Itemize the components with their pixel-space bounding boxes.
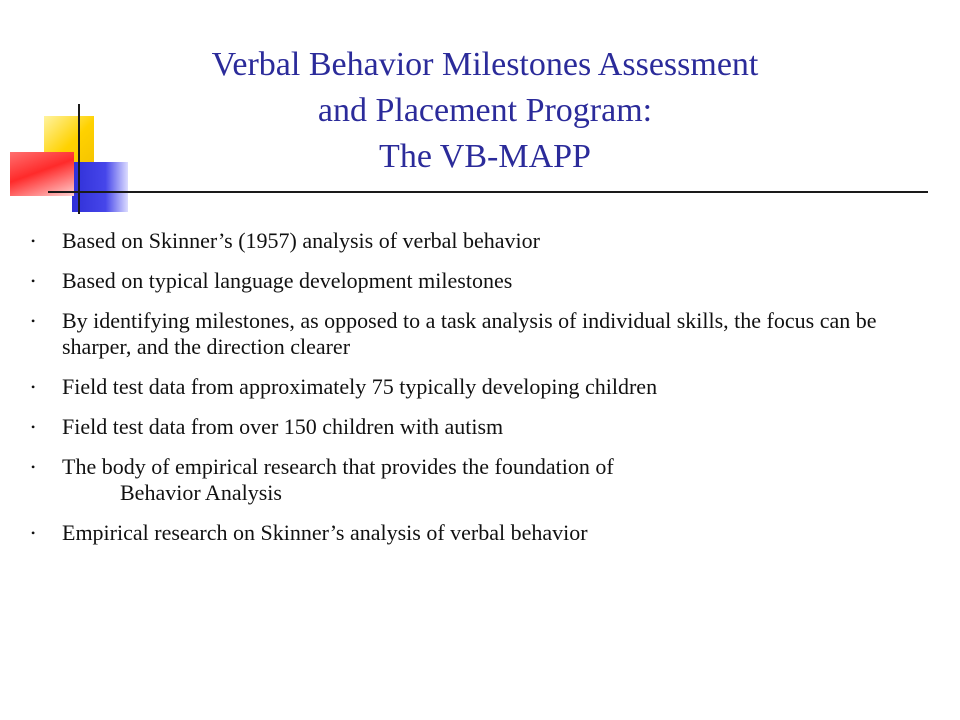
slide-title-line-3: The VB-MAPP xyxy=(379,138,591,175)
slide-title-line-1: Verbal Behavior Milestones Assessment xyxy=(211,46,759,83)
bullet-text: Field test data from approximately 75 typically developing children xyxy=(62,374,658,399)
bullet-dot-icon: • xyxy=(31,274,36,288)
bullet-item xyxy=(28,520,928,546)
slide-title-line-2: and Placement Program: xyxy=(317,92,653,129)
bullet-dot-icon: • xyxy=(31,526,36,540)
bullet-item xyxy=(28,374,928,400)
slide-title xyxy=(110,42,860,180)
bullet-text: Based on Skinner’s (1957) analysis of verbal behavior xyxy=(62,228,540,253)
bullet-item xyxy=(28,308,928,360)
bullet-item xyxy=(28,454,928,506)
bullet-text: The body of empirical research that provides the foundation of xyxy=(62,454,614,479)
bullet-continuation-text: Behavior Analysis xyxy=(120,480,282,505)
bullet-text: Field test data from over 150 children with autism xyxy=(62,414,504,439)
bullet-text: Based on typical language development milestones xyxy=(62,268,513,293)
bullet-text: Empirical research on Skinner’s analysis of verbal behavior xyxy=(62,520,588,545)
bullet-dot-icon: • xyxy=(31,380,36,394)
bullet-dot-icon: • xyxy=(31,234,36,248)
bullet-dot-icon: • xyxy=(31,314,36,328)
bullet-item xyxy=(28,414,928,440)
bullet-dot-icon: • xyxy=(31,420,36,434)
bullet-item xyxy=(28,228,928,254)
bullet-list xyxy=(28,228,928,560)
bullet-text: By identifying milestones, as opposed to a task analysis of individual skills, the focus can be sharper, and the direction clearer xyxy=(62,308,877,359)
bullet-dot-icon: • xyxy=(31,460,36,474)
title-underline-rule xyxy=(48,191,928,193)
bullet-item xyxy=(28,268,928,294)
